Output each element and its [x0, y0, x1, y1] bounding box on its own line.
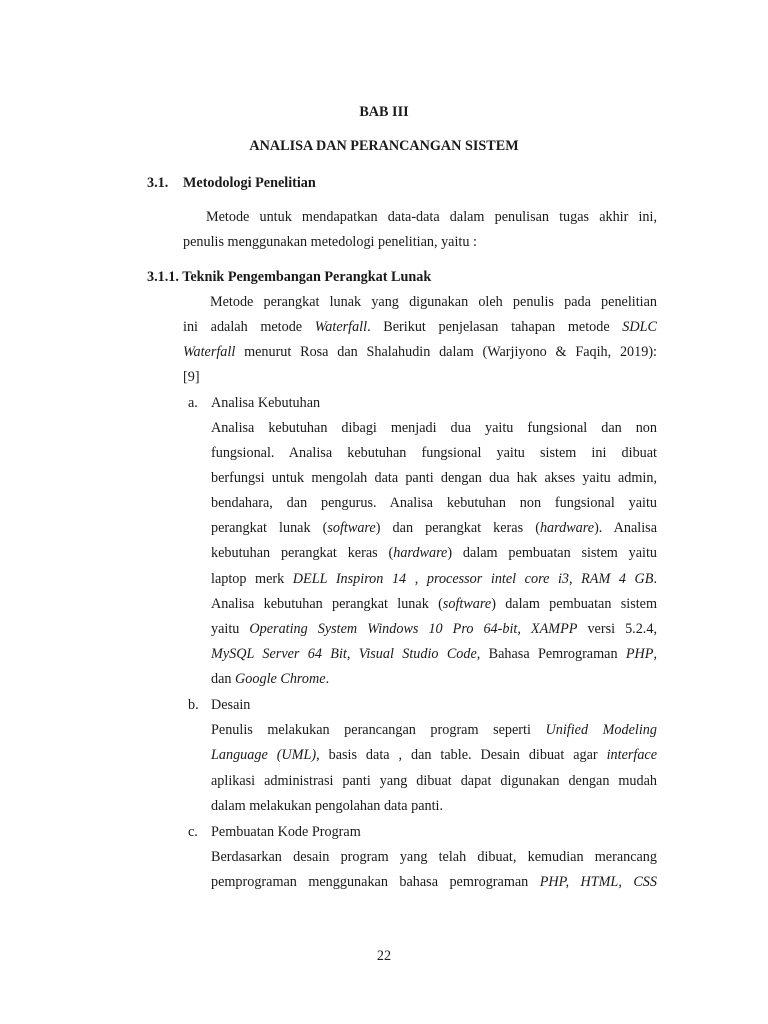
paragraph-line: Penulis melakukan perancangan program seperti Unified Modeling	[211, 722, 657, 738]
paragraph-line: laptop merk DELL Inspiron 14 , processor intel core i3, RAM 4 GB.	[211, 571, 657, 587]
paragraph-line: penulis menggunakan metedologi penelitian, yaitu :	[183, 234, 477, 250]
section-title: Metodologi Penelitian	[183, 175, 316, 191]
paragraph-line: dan Google Chrome.	[211, 671, 330, 687]
list-marker: a.	[188, 395, 198, 411]
list-item-title: Pembuatan Kode Program	[211, 824, 361, 840]
chapter-label: BAB III	[359, 104, 409, 120]
chapter-title: ANALISA DAN PERANCANGAN SISTEM	[249, 138, 519, 154]
paragraph-line: yaitu Operating System Windows 10 Pro 64-bit, XAMPP versi 5.2.4,	[211, 621, 657, 637]
paragraph-line: MySQL Server 64 Bit, Visual Studio Code, Bahasa Pemrograman PHP,	[211, 646, 658, 662]
paragraph-line: fungsional. Analisa kebutuhan fungsional yaitu sistem ini dibuat	[211, 445, 657, 461]
paragraph-line: berfungsi untuk mengolah data panti dengan dua hak akses yaitu admin,	[211, 470, 657, 486]
citation: [9]	[183, 369, 200, 385]
paragraph-line: Analisa kebutuhan perangkat lunak (software) dalam pembuatan sistem	[211, 596, 657, 612]
paragraph-line: kebutuhan perangkat keras (hardware) dalam pembuatan sistem yaitu	[211, 545, 657, 561]
paragraph-line: Language (UML), basis data , dan table. Desain dibuat agar interface	[211, 747, 658, 763]
paragraph-line: pemprograman menggunakan bahasa pemrograman PHP, HTML, CSS	[211, 874, 657, 890]
page-number: 22	[376, 948, 392, 964]
list-item-title: Analisa Kebutuhan	[211, 395, 321, 411]
paragraph-line: Metode perangkat lunak yang digunakan oleh penulis pada penelitian	[210, 294, 657, 310]
paragraph-line: ini adalah metode Waterfall. Berikut penjelasan tahapan metode SDLC	[183, 319, 657, 335]
paragraph-line: Waterfall menurut Rosa dan Shalahudin dalam (Warjiyono & Faqih, 2019):	[183, 344, 658, 360]
paragraph-line: bendahara, dan pengurus. Analisa kebutuhan non fungsional yaitu	[211, 495, 657, 511]
paragraph-line: Metode untuk mendapatkan data-data dalam penulisan tugas akhir ini,	[206, 209, 657, 225]
paragraph-line: aplikasi administrasi panti yang dibuat dapat digunakan dengan mudah	[211, 773, 657, 789]
section-number: 3.1.	[147, 175, 169, 191]
paragraph-line: dalam melakukan pengolahan data panti.	[211, 798, 444, 814]
list-marker: b.	[188, 697, 199, 713]
paragraph-line: Berdasarkan desain program yang telah dibuat, kemudian merancang	[211, 849, 657, 865]
list-item-title: Desain	[211, 697, 251, 713]
paragraph-line: perangkat lunak (software) dan perangkat keras (hardware). Analisa	[211, 520, 657, 536]
subsection-heading: 3.1.1. Teknik Pengembangan Perangkat Lunak	[147, 269, 432, 285]
list-marker: c.	[188, 824, 198, 840]
paragraph-line: Analisa kebutuhan dibagi menjadi dua yaitu fungsional dan non	[211, 420, 657, 436]
